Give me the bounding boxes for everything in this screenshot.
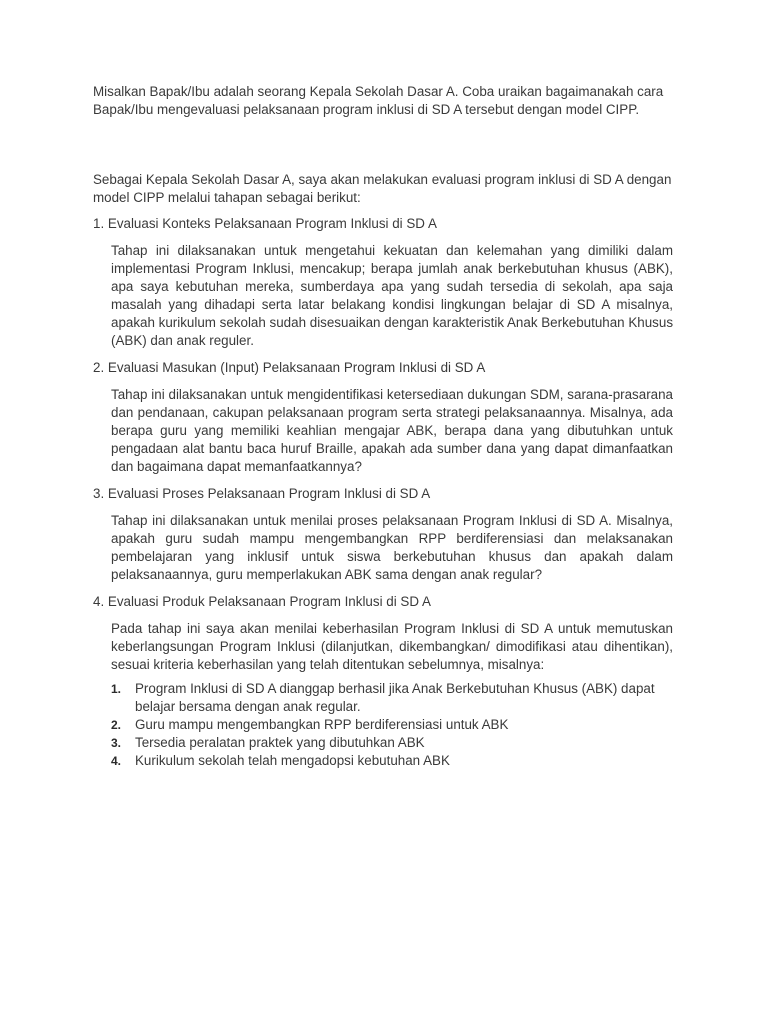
- evaluation-steps: [93, 215, 683, 770]
- step-body-product: Pada tahap ini saya akan menilai keberhasilan Program Inklusi di SD A untuk memutuskan keberlangsungan Program Inklusi (dilanjutkan, dikembangkan/ dimodifikasi atau dihentikan), sesuai kriteria keberhasilan yang telah ditentukan sebelumnya, misalnya:: [111, 621, 673, 672]
- intro-paragraph: Sebagai Kepala Sekolah Dasar A, saya akan melakukan evaluasi program inklusi di SD A dengan model CIPP melalui tahapan sebagai berikut:: [93, 172, 672, 205]
- step-heading-input: 2. Evaluasi Masukan (Input) Pelaksanaan Program Inklusi di SD A: [93, 360, 486, 375]
- list-item: [111, 734, 673, 752]
- list-item: [111, 680, 673, 716]
- list-item: [111, 716, 673, 734]
- list-number: 1.: [111, 682, 122, 696]
- list-text: Kurikulum sekolah telah mengadopsi kebutuhan ABK: [135, 753, 450, 768]
- step-heading-product: 4. Evaluasi Produk Pelaksanaan Program Inklusi di SD A: [93, 594, 431, 609]
- step-heading-process: 3. Evaluasi Proses Pelaksanaan Program Inklusi di SD A: [93, 486, 431, 501]
- list-number: 4.: [111, 754, 122, 768]
- success-criteria-list: [111, 680, 673, 770]
- step-body-context: Tahap ini dilaksanakan untuk mengetahui kekuatan dan kelemahan yang dimiliki dalam implementasi Program Inklusi, mencakup; berapa jumlah anak berkebutuhan khusus (ABK), apa saya kebutuhan mereka, sumberdaya apa yang sudah tersedia di sekolah, apa saja masalah yang dihadapi serta latar belakang kondisi lingkungan belajar di SD A misalnya, apakah kurikulum sekolah sudah disesuaikan dengan karakteristik Anak Berkebutuhan Khusus (ABK) dan anak reguler.: [111, 243, 674, 348]
- step-body-process: Tahap ini dilaksanakan untuk menilai proses pelaksanaan Program Inklusi di SD A. Misalnya, apakah guru sudah mampu mengembangkan RPP berdiferensiasi dan melaksanakan pembelajaran yang inklusif untuk siswa berkebutuhan khusus dan apakah dalam pelaksanaannya, guru memperlakukan ABK sama dengan anak regular?: [111, 513, 673, 582]
- list-item: [111, 752, 673, 770]
- step-body-input: Tahap ini dilaksanakan untuk mengidentifikasi ketersediaan dukungan SDM, sarana-prasarana dan pendanaan, cakupan pelaksanaan program serta strategi pelaksanaannya. Misalnya, ada berapa guru yang memiliki keahlian mengajar ABK, berapa dana yang dibutuhkan untuk pengadaan alat bantu baca huruf Braille, apakah ada sumber dana yang dapat dimanfaatkan dan bagaimana dapat memanfaatkannya?: [111, 387, 673, 474]
- question-paragraph: Misalkan Bapak/Ibu adalah seorang Kepala Sekolah Dasar A. Coba uraikan bagaimanakah cara Bapak/Ibu mengevaluasi pelaksanaan program inklusi di SD A tersebut dengan model CIPP.: [93, 84, 664, 117]
- list-text: Guru mampu mengembangkan RPP berdiferensiasi untuk ABK: [135, 717, 509, 732]
- list-number: 3.: [111, 736, 122, 750]
- list-text: Program Inklusi di SD A dianggap berhasil jika Anak Berkebutuhan Khusus (ABK) dapat belajar bersama dengan anak regular.: [135, 681, 655, 714]
- list-text: Tersedia peralatan praktek yang dibutuhkan ABK: [135, 735, 425, 750]
- step-heading-context: 1. Evaluasi Konteks Pelaksanaan Program Inklusi di SD A: [93, 216, 437, 231]
- list-number: 2.: [111, 718, 122, 732]
